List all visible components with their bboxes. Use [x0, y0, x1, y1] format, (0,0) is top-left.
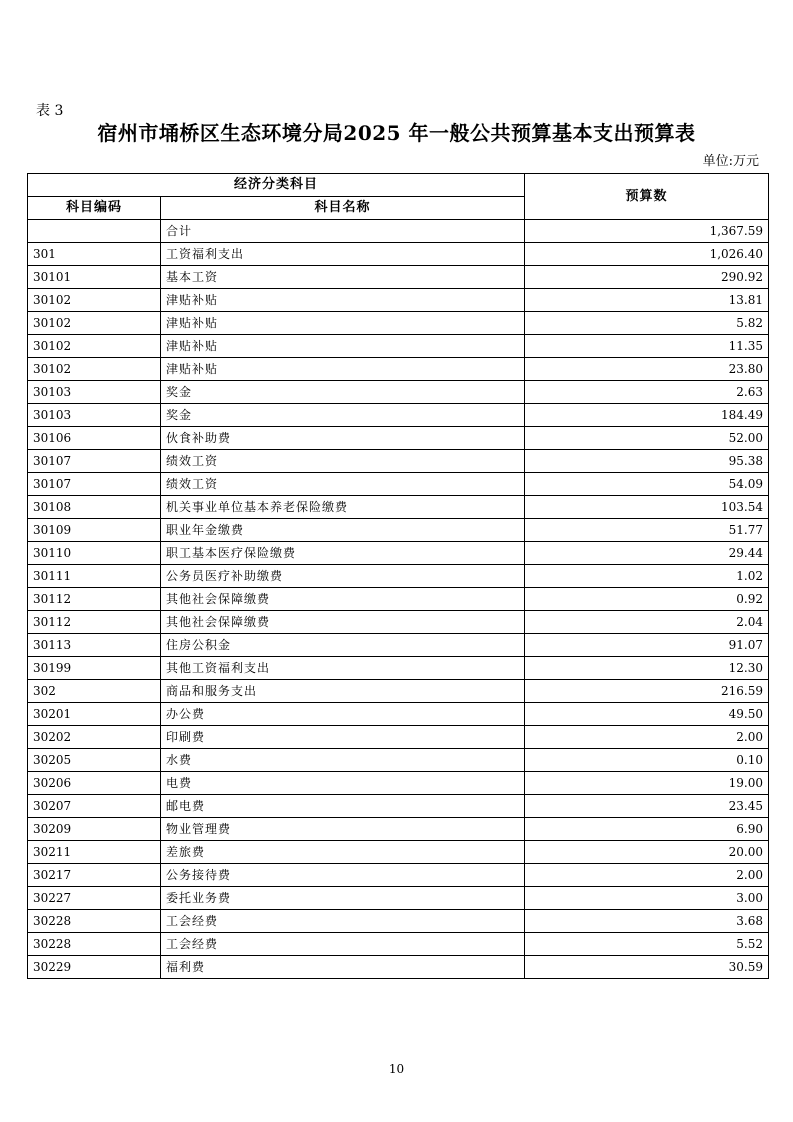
budget-amount-cell: 5.52 [525, 933, 769, 956]
subject-code-cell: 30102 [28, 289, 161, 312]
budget-amount-cell: 29.44 [525, 542, 769, 565]
subject-code-cell: 30199 [28, 657, 161, 680]
subject-code-cell: 30112 [28, 588, 161, 611]
subject-name-cell: 职工基本医疗保险缴费 [161, 542, 525, 565]
page-title: 宿州市埇桥区生态环境分局2025 年一般公共预算基本支出预算表 [97, 121, 696, 145]
subject-name-cell: 电费 [161, 772, 525, 795]
table-row [28, 519, 769, 542]
subject-code-cell: 301 [28, 243, 161, 266]
subject-code-cell: 30205 [28, 749, 161, 772]
subject-code-cell: 30109 [28, 519, 161, 542]
subject-code-cell: 30227 [28, 887, 161, 910]
budget-amount-cell: 103.54 [525, 496, 769, 519]
budget-amount-cell: 5.82 [525, 312, 769, 335]
unit-label: 单位:万元 [702, 154, 759, 169]
table-row [28, 404, 769, 427]
budget-amount-cell: 23.45 [525, 795, 769, 818]
subject-name-cell: 合计 [161, 220, 525, 243]
table-row [28, 473, 769, 496]
table-row [28, 358, 769, 381]
subject-code-cell: 30106 [28, 427, 161, 450]
table-row [28, 841, 769, 864]
subject-name-header: 科目名称 [161, 197, 525, 220]
subject-code-cell: 30107 [28, 473, 161, 496]
subject-code-cell: 30113 [28, 634, 161, 657]
budget-amount-cell: 49.50 [525, 703, 769, 726]
table-row [28, 220, 769, 243]
subject-name-cell: 机关事业单位基本养老保险缴费 [161, 496, 525, 519]
subject-name-cell: 差旅费 [161, 841, 525, 864]
subject-name-cell: 邮电费 [161, 795, 525, 818]
budget-amount-cell: 12.30 [525, 657, 769, 680]
subject-code-cell: 30107 [28, 450, 161, 473]
subject-name-cell: 职业年金缴费 [161, 519, 525, 542]
table-row [28, 381, 769, 404]
subject-name-cell: 基本工资 [161, 266, 525, 289]
budget-amount-cell: 52.00 [525, 427, 769, 450]
table-row [28, 611, 769, 634]
subject-code-cell: 30102 [28, 358, 161, 381]
budget-amount-cell: 0.10 [525, 749, 769, 772]
table-row [28, 703, 769, 726]
budget-amount-cell: 3.00 [525, 887, 769, 910]
subject-code-cell: 30228 [28, 910, 161, 933]
subject-name-cell: 津贴补贴 [161, 312, 525, 335]
table-row [28, 657, 769, 680]
subject-name-cell: 工资福利支出 [161, 243, 525, 266]
table-row [28, 634, 769, 657]
subject-name-cell: 委托业务费 [161, 887, 525, 910]
budget-amount-cell: 216.59 [525, 680, 769, 703]
table-row [28, 772, 769, 795]
subject-code-cell: 30102 [28, 312, 161, 335]
table-row [28, 726, 769, 749]
budget-amount-cell: 2.04 [525, 611, 769, 634]
subject-name-cell: 印刷费 [161, 726, 525, 749]
subject-name-cell: 津贴补贴 [161, 335, 525, 358]
subject-name-cell: 住房公积金 [161, 634, 525, 657]
subject-name-cell: 工会经费 [161, 910, 525, 933]
table-row [28, 910, 769, 933]
table-row [28, 289, 769, 312]
page-number: 10 [388, 1062, 405, 1076]
budget-amount-cell: 2.00 [525, 726, 769, 749]
table-row [28, 749, 769, 772]
subject-code-cell: 302 [28, 680, 161, 703]
table-row [28, 565, 769, 588]
budget-amount-cell: 2.63 [525, 381, 769, 404]
budget-amount-cell: 30.59 [525, 956, 769, 979]
table-row [28, 266, 769, 289]
subject-name-cell: 水费 [161, 749, 525, 772]
budget-amount-cell: 13.81 [525, 289, 769, 312]
subject-code-cell: 30101 [28, 266, 161, 289]
subject-code-cell: 30201 [28, 703, 161, 726]
budget-amount-cell: 184.49 [525, 404, 769, 427]
subject-code-header: 科目编码 [28, 197, 161, 220]
subject-code-cell: 30102 [28, 335, 161, 358]
budget-amount-cell: 11.35 [525, 335, 769, 358]
subject-name-cell: 物业管理费 [161, 818, 525, 841]
budget-amount-cell: 91.07 [525, 634, 769, 657]
budget-amount-cell: 290.92 [525, 266, 769, 289]
table-row [28, 887, 769, 910]
subject-code-cell: 30228 [28, 933, 161, 956]
subject-code-cell [28, 220, 161, 243]
subject-name-cell: 津贴补贴 [161, 358, 525, 381]
budget-amount-cell: 3.68 [525, 910, 769, 933]
budget-amount-cell: 95.38 [525, 450, 769, 473]
table-row [28, 956, 769, 979]
subject-code-cell: 30103 [28, 404, 161, 427]
table-row [28, 312, 769, 335]
budget-table [27, 173, 769, 979]
subject-name-cell: 商品和服务支出 [161, 680, 525, 703]
subject-name-cell: 绩效工资 [161, 473, 525, 496]
table-row [28, 588, 769, 611]
budget-amount-cell: 23.80 [525, 358, 769, 381]
budget-amount-cell: 19.00 [525, 772, 769, 795]
subject-code-cell: 30229 [28, 956, 161, 979]
table-row [28, 496, 769, 519]
budget-amount-cell: 1.02 [525, 565, 769, 588]
subject-name-cell: 伙食补助费 [161, 427, 525, 450]
subject-code-cell: 30209 [28, 818, 161, 841]
subject-code-cell: 30217 [28, 864, 161, 887]
table-row [28, 542, 769, 565]
budget-amount-cell: 54.09 [525, 473, 769, 496]
subject-code-cell: 30108 [28, 496, 161, 519]
subject-name-cell: 福利费 [161, 956, 525, 979]
subject-name-cell: 其他社会保障缴费 [161, 588, 525, 611]
budget-amount-cell: 51.77 [525, 519, 769, 542]
subject-code-cell: 30207 [28, 795, 161, 818]
subject-name-cell: 其他工资福利支出 [161, 657, 525, 680]
table-body [28, 220, 769, 979]
subject-name-cell: 津贴补贴 [161, 289, 525, 312]
budget-amount-cell: 20.00 [525, 841, 769, 864]
economic-category-header: 经济分类科目 [28, 174, 525, 197]
subject-name-cell: 公务员医疗补助缴费 [161, 565, 525, 588]
budget-amount-cell: 2.00 [525, 864, 769, 887]
subject-code-cell: 30211 [28, 841, 161, 864]
subject-name-cell: 其他社会保障缴费 [161, 611, 525, 634]
subject-code-cell: 30112 [28, 611, 161, 634]
table-row [28, 243, 769, 266]
budget-amount-cell: 6.90 [525, 818, 769, 841]
subject-name-cell: 公务接待费 [161, 864, 525, 887]
table-row [28, 795, 769, 818]
table-row [28, 335, 769, 358]
subject-name-cell: 奖金 [161, 381, 525, 404]
table-row [28, 818, 769, 841]
budget-amount-cell: 1,026.40 [525, 243, 769, 266]
table-row [28, 933, 769, 956]
budget-amount-header: 预算数 [525, 174, 769, 220]
table-row [28, 427, 769, 450]
budget-amount-cell: 0.92 [525, 588, 769, 611]
subject-code-cell: 30103 [28, 381, 161, 404]
subject-name-cell: 工会经费 [161, 933, 525, 956]
table-number: 表 3 [36, 103, 64, 119]
subject-name-cell: 奖金 [161, 404, 525, 427]
subject-code-cell: 30202 [28, 726, 161, 749]
table-row [28, 680, 769, 703]
subject-code-cell: 30110 [28, 542, 161, 565]
subject-name-cell: 绩效工资 [161, 450, 525, 473]
table-row [28, 450, 769, 473]
subject-name-cell: 办公费 [161, 703, 525, 726]
subject-code-cell: 30111 [28, 565, 161, 588]
table-header [28, 174, 769, 220]
subject-code-cell: 30206 [28, 772, 161, 795]
table-row [28, 864, 769, 887]
budget-amount-cell: 1,367.59 [525, 220, 769, 243]
